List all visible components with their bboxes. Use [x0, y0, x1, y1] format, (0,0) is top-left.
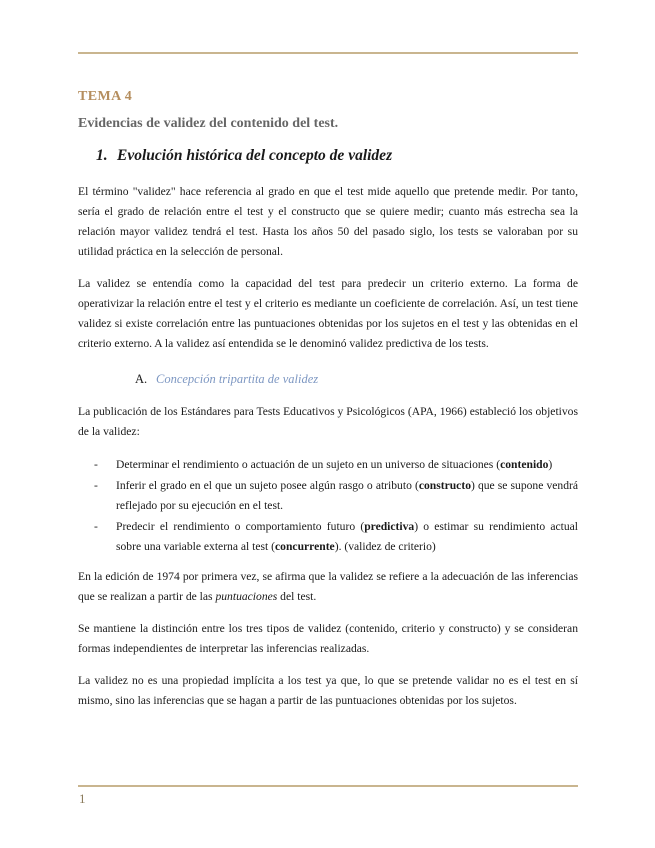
paragraph: La validez se entendía como la capacidad del test para predecir un criterio externo. La forma de operativizar la relación entre el test y el criterio es mediante un coeficiente de correlación. Así, un test tiene validez si existe correlación entre las puntuaciones obtenidas por los sujetos en el test y las obtenidas en el criterio externo. A la validez así entendida se le denominó validez predictiva de los tests. — [78, 277, 578, 350]
bold-term: concurrente — [275, 540, 335, 553]
paragraph: En la edición de 1974 por primera vez, se afirma que la validez se refiere a la adecuación de las inferencias que se realizan a partir de las puntuaciones del test. — [78, 570, 578, 603]
list-item: - Inferir el grado en el que un sujeto posee algún rasgo o atributo (constructo) que se supone vendrá reflejado por su ejecución en el test. — [78, 476, 578, 516]
subsection-title: Concepción tripartita de validez — [156, 372, 319, 386]
bullet-dash: - — [94, 520, 98, 533]
section-title: Evolución histórica del concepto de validez — [117, 147, 393, 164]
paragraph: La validez no es una propiedad implícita a los test ya que, lo que se pretende validar no es el test en sí mismo, sino las inferencias que se hagan a partir de las puntuaciones obtenidas por los sujetos. — [78, 674, 578, 707]
topic-heading: TEMA 4 — [78, 89, 133, 104]
document-body — [78, 88, 578, 711]
section-number: 1. — [96, 147, 108, 164]
italic-term: puntuaciones — [215, 590, 278, 603]
bold-term: predictiva — [364, 520, 415, 533]
header-rule — [78, 52, 578, 54]
footer-rule — [78, 785, 578, 787]
paragraph: Se mantiene la distinción entre los tres tipos de validez (contenido, criterio y constructo) y se consideran formas independientes de interpretar las inferencias realizadas. — [78, 622, 578, 655]
topic-subtitle: Evidencias de validez del contenido del test. — [78, 116, 339, 131]
bold-term: contenido — [500, 458, 549, 471]
paragraph: La publicación de los Estándares para Tests Educativos y Psicológicos (APA, 1966) estableció los objetivos de la validez: — [78, 405, 578, 438]
bold-term: constructo — [418, 479, 471, 492]
subsection-heading — [135, 370, 578, 388]
bullet-dash: - — [94, 458, 98, 471]
list-item: - Predecir el rendimiento o comportamiento futuro (predictiva) o estimar su rendimiento actual sobre una variable externa al test (concurrente). (validez de criterio) — [78, 517, 578, 557]
paragraph: El término "validez" hace referencia al grado en que el test mide aquello que pretende medir. Por tanto, sería el grado de relación entre el test y el constructo que se quiere medir; cuanto más estrecha sea la relación mayor validez tendrá el test. Hasta los años 50 del pasado siglo, los tests se valoraban por su utilidad práctica en la selección de personal. — [78, 185, 578, 258]
list-item: - Determinar el rendimiento o actuación de un sujeto en un universo de situaciones (contenido) — [78, 455, 578, 475]
subsection-letter: A. — [135, 372, 148, 386]
section-heading — [96, 145, 578, 167]
bullet-list — [78, 455, 578, 557]
page-number: 1 — [79, 791, 86, 806]
bullet-dash: - — [94, 479, 98, 492]
